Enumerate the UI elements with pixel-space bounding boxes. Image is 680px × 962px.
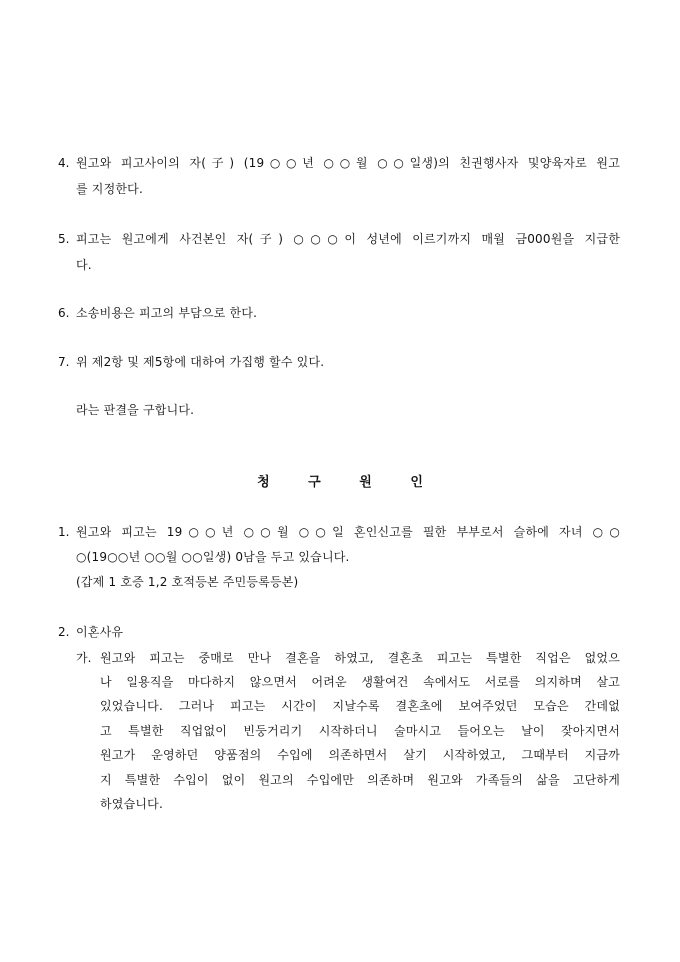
item-number: 5.: [58, 232, 70, 246]
cause-number: 2.: [58, 625, 70, 639]
item-text-line: 소송비용은 피고의 부담으로 한다.: [76, 306, 258, 320]
sub-item-text-line: 있었습니다. 그러나 피고는 시간이 지날수록 결혼초에 보여주었던 모습은 간데없: [100, 699, 620, 713]
item-text-line: 원고와 피고사이의 자(子) (19○○년 ○○월 ○○일생)의 친권행사자 및양육자로 원고: [76, 156, 620, 170]
sub-item-text-line: 지 특별한 수입이 없이 원고의 수입에만 의존하며 원고와 가족들의 삶을 고단하게: [100, 773, 620, 787]
sub-item-text-line: 원고가 운영하던 양품점의 수입에 의존하면서 살기 시작하였고, 그때부터 지금까: [100, 748, 620, 762]
sub-item-text-line: 원고와 피고는 중매로 만나 결혼을 하였고, 결혼초 피고는 특별한 직업은 없었으: [100, 651, 620, 665]
cause-text-line: ○(19○○년 ○○월 ○○일생) 0남을 두고 있습니다.: [76, 550, 350, 564]
item-text-line: 다.: [76, 258, 92, 272]
item-number: 7.: [58, 355, 70, 369]
heading-char: 구: [308, 475, 321, 490]
heading-char: 청: [257, 475, 270, 490]
item-text-line: 를 지정한다.: [76, 182, 143, 196]
section-heading: [0, 474, 680, 492]
sub-item-text-line: 나 일용직을 마다하지 않으면서 어려운 생활여건 속에서도 서로를 의지하며 살고: [100, 675, 620, 689]
sub-item-label: 가.: [76, 651, 92, 665]
cause-number: 1.: [58, 525, 70, 539]
heading-char: 원: [359, 475, 372, 490]
heading-char: 인: [410, 475, 423, 490]
item-text-line: 위 제2항 및 제5항에 대하여 가집행 할수 있다.: [76, 355, 325, 369]
cause-text-line: 원고와 피고는 19○○년 ○○월 ○○일 혼인신고를 필한 부부로서 슬하에 자녀 ○○: [76, 525, 620, 539]
item-number: 6.: [58, 306, 70, 320]
item-number: 4.: [58, 156, 70, 170]
cause-title: 이혼사유: [76, 625, 124, 639]
item-text-line: 피고는 원고에게 사건본인 자(子) ○○○이 성년에 이르기까지 매월 금000원을 지급한: [76, 232, 620, 246]
sub-item-text-line: 하였습니다.: [100, 797, 163, 811]
closing-statement: 라는 판결을 구합니다.: [76, 403, 195, 417]
evidence-reference: (갑제 1 호증 1,2 호적등본 주민등록등본): [76, 575, 299, 589]
sub-item-text-line: 고 특별한 직업없이 빈둥거리기 시작하더니 술마시고 들어오는 날이 잦아지면서: [100, 724, 620, 738]
